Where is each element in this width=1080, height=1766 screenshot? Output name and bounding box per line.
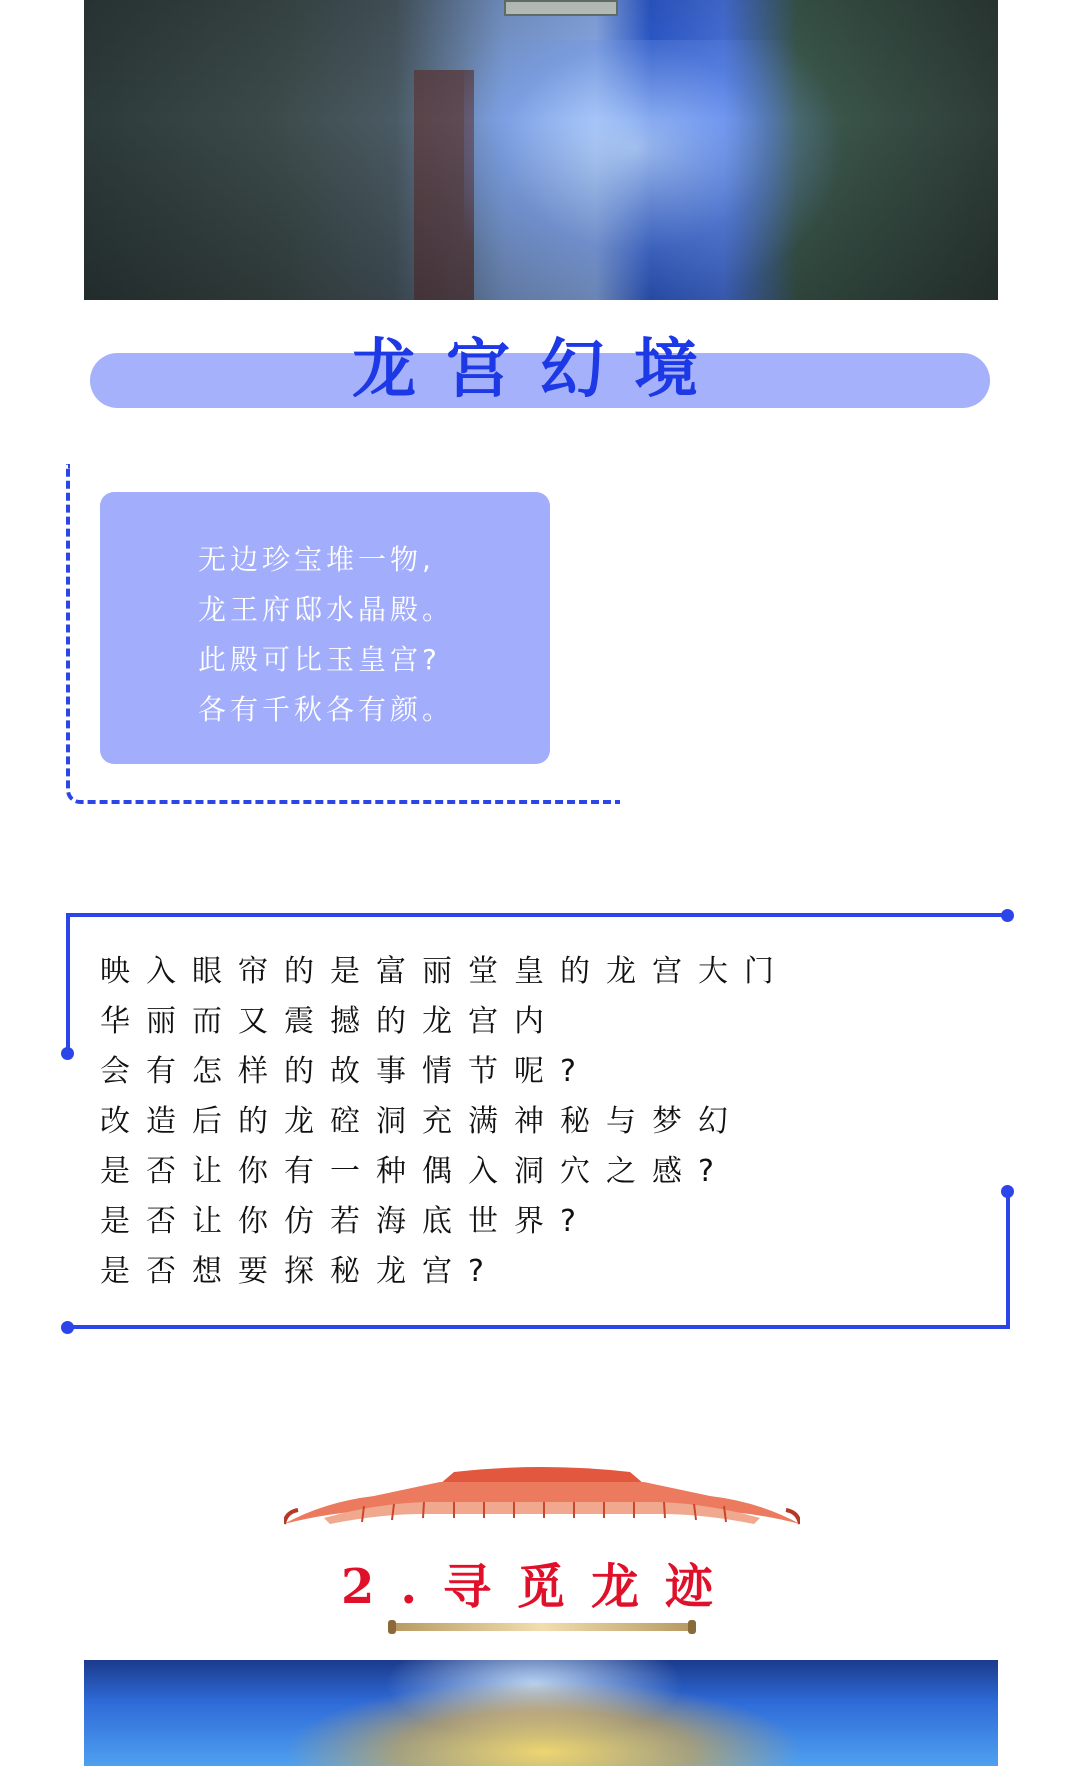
intro-line: 是否让你仿若海底世界? [100,1204,592,1239]
intro-text [100,947,980,1297]
scroll-divider-icon [392,1623,692,1631]
frame-left-line [66,913,70,1053]
poem-line: 各有千秋各有颜。 [198,693,455,726]
golden-dragon-photo [84,1660,998,1766]
frame-right-line [1006,1190,1010,1329]
section-title-find-dragon: 2.寻觅龙迹 [340,1559,740,1615]
intro-line: 华丽而又震撼的龙宫内 [100,1004,560,1039]
frame-dot-top-right [1001,909,1014,922]
intro-line: 改造后的龙硿洞充满神秘与梦幻 [100,1104,744,1139]
chinese-roof-ornament-icon [284,1462,800,1532]
section-title-dragon-palace: 龙宫幻境 [352,332,728,407]
poem-line: 龙王府邸水晶殿。 [198,593,455,626]
frame-dot-left [61,1047,74,1060]
poem-text [198,535,538,735]
intro-line: 会有怎样的故事情节呢? [100,1054,592,1089]
poem-line: 无边珍宝堆一物, [198,543,435,576]
intro-line: 是否想要探秘龙宫? [100,1254,500,1289]
frame-bottom-line [66,1325,1010,1329]
cave-photo-top [84,0,998,300]
golden-dragon [284,1680,804,1766]
frame-dot-bottom-left [61,1321,74,1334]
photo-shade [84,0,998,300]
frame-top-line [66,913,1010,917]
intro-line: 是否让你有一种偶入洞穴之感? [100,1154,730,1189]
poem-line: 此殿可比玉皇宫? [198,643,441,676]
intro-line: 映入眼帘的是富丽堂皇的龙宫大门 [100,954,790,989]
frame-dot-right [1001,1185,1014,1198]
